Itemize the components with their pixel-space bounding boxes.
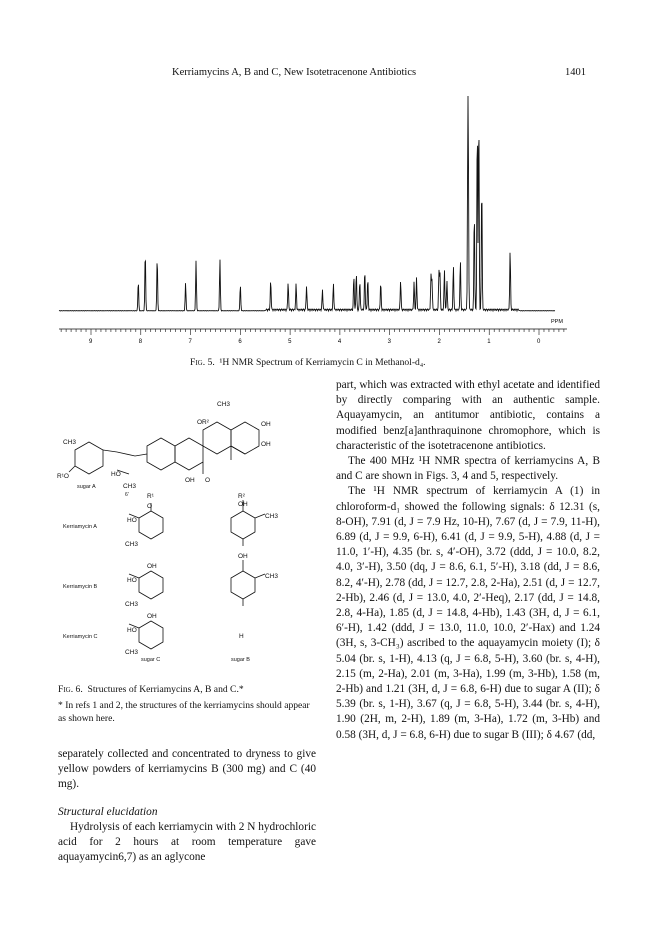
- svg-text:HO: HO: [127, 627, 137, 634]
- left-para-2: Hydrolysis of each kerriamycin with 2 N hydrochloric acid for 2 hours at room temperature gave aquayamycin6,7) as an aglycone: [58, 820, 316, 864]
- section-title: Structural elucidation: [58, 805, 158, 818]
- svg-text:O: O: [205, 477, 211, 484]
- ho-label: HO: [111, 471, 121, 478]
- right-para-3: The ¹H NMR spectrum of kerriamycin A (1) in chloroform-d₁ showed the following signals: δ 12.31 (s, 8-OH), 7.91 (d, J = 7.9 Hz, 10-H), 7.67 (d, J = 7.9, 11-H), 6.89 (d, J = 9.9, 6-H), 6.41 (d, J = 9.9, 5-H), 4.88 (d, J = 11.0, 1′-H), 4.35 (br. s, 4′-OH), 3.72 (ddd, J = 10.0, 8.2, 4.0, 3′-H), 3.50 (dq, J = 8.6, 6.1, 5′-H), 3.18 (dd, J = 8.6, 8.2, 4′-H), 2.78 (dd, J = 12.7, 2.8, 2-Ha), 2.51 (d, J = 12.7, 2-Hb), 2.46 (d, J = 13.0, 4.0, 2′-Heq), 2.17 (dd, J = 14.8, 2.8, 4-Ha), 1.85 (d, J = 14.8, 4-Hb), 1.43 (3H, d, J = 6.1, 6′-H), 1.42 (ddd, J = 13.0, 11.0, 10.0, 2′-Hax) and 1.24 (3H, s, 3-CH₃) ascribed to the aquayamycin moiety (I); δ 5.04 (br. s, 1-H), 4.13 (q, J = 6.8, 5-H), 3.60 (br. s, 4-H), 2.15 (m, 2-Ha), 2.01 (m, 3-Ha), 1.99 (m, 3-Hb), 1.58 (m, 2-Hb) and 1.21 (3H, d, J = 6.8, 6-H) due to sugar A (II); δ 5.39 (br. s, 1-H), 3.67 (q, J = 6.8, 5-H), 3.44 (br. s, 4-H), 1.90 (2H, m, 2-H), 1.89 (m, 3-Ha), 1.72 (m, 3-Hb) and 0.58 (3H, d, J = 6.8, 6-H) due to sugar B (III); δ 4.67 (dd,: [336, 485, 600, 741]
- figure-6-caption: Fig. 6. Structures of Kerriamycins A, B and C.*: [58, 684, 244, 695]
- ppm-tick-label: 7: [188, 339, 192, 345]
- r1-head: R¹: [147, 493, 154, 500]
- svg-text:OH: OH: [185, 477, 195, 484]
- running-title: Kerriamycins A, B and C, New Isotetracenone Antibiotics: [172, 67, 417, 78]
- svg-text:CH3: CH3: [123, 483, 137, 490]
- ppm-tick-label: 0: [537, 339, 541, 345]
- svg-text:OH: OH: [147, 563, 157, 570]
- svg-text:OH: OH: [238, 501, 248, 508]
- ppm-tick-label: 2: [437, 339, 441, 345]
- or2-label: OR²: [197, 419, 209, 426]
- svg-text:CH3: CH3: [265, 513, 279, 520]
- right-column: [336, 378, 600, 743]
- ppm-tick-label: 8: [138, 339, 143, 345]
- ch3-top: CH3: [217, 401, 231, 408]
- ppm-tick-label: 6: [238, 339, 242, 345]
- figure-6-footnote: * In refs 1 and 2, the structures of the kerriamycins should appear as shown here.: [58, 700, 310, 724]
- ppm-tick-label: 4: [337, 339, 342, 345]
- oh-top: OH: [261, 421, 271, 428]
- right-para-1: part, which was extracted with ethyl acetate and identified by directly comparing with an authentic sample. Aquayamycin, an antitumor antibiotic, contains a modified benz[a]anthraquinone chromophore, which is characteristic of the isotetracenone antibiotics.: [336, 379, 600, 452]
- svg-text:OH: OH: [261, 441, 271, 448]
- kerriamycin-b-label: Kerriamycin B: [63, 584, 98, 590]
- ppm-tick-label: 1: [487, 339, 491, 345]
- ppm-tick-label: 3: [387, 339, 392, 345]
- ppm-unit: PPM: [551, 319, 563, 325]
- svg-text:HO: HO: [127, 577, 137, 584]
- nmr-spectrum: [55, 85, 575, 347]
- sugar-a-label: sugar A: [77, 484, 96, 490]
- kerriamycin-structures: [55, 390, 320, 662]
- figure-5-caption: Fig. 5. ¹H NMR Spectrum of Kerriamycin C in Methanol-d₄.: [190, 357, 426, 368]
- svg-text:6': 6': [125, 492, 129, 498]
- kerriamycin-a-label: Kerriamycin A: [63, 524, 97, 530]
- svg-text:CH3: CH3: [125, 541, 139, 548]
- r2-head: R²: [238, 493, 245, 500]
- svg-text:OH: OH: [147, 613, 157, 620]
- left-para-1: separately collected and concentrated to dryness to give yellow powders of kerriamycins B (300 mg) and C (40 mg).: [58, 748, 316, 791]
- right-para-2: The 400 MHz ¹H NMR spectra of kerriamycins A, B and C are shown in Figs. 3, 4 and 5, respectively.: [336, 455, 600, 483]
- h-label: H: [239, 633, 244, 640]
- svg-text:HO: HO: [127, 517, 137, 524]
- svg-text:CH3: CH3: [125, 649, 139, 656]
- r1o-label: R¹O: [57, 473, 69, 480]
- sugar-c-label: sugar C: [141, 657, 161, 662]
- ch3-left: CH3: [63, 439, 77, 446]
- ppm-tick-label: 9: [89, 339, 93, 345]
- svg-text:CH3: CH3: [125, 601, 139, 608]
- kerriamycin-c-label: Kerriamycin C: [63, 634, 98, 640]
- sugar-b-label: sugar B: [231, 657, 250, 662]
- left-column: [58, 747, 316, 865]
- spectrum-trace: [59, 96, 555, 311]
- svg-text:OH: OH: [238, 553, 248, 560]
- svg-text:CH3: CH3: [265, 573, 279, 580]
- svg-text:O: O: [147, 503, 153, 510]
- page-number: 1401: [565, 67, 586, 78]
- ppm-tick-label: 5: [288, 339, 292, 345]
